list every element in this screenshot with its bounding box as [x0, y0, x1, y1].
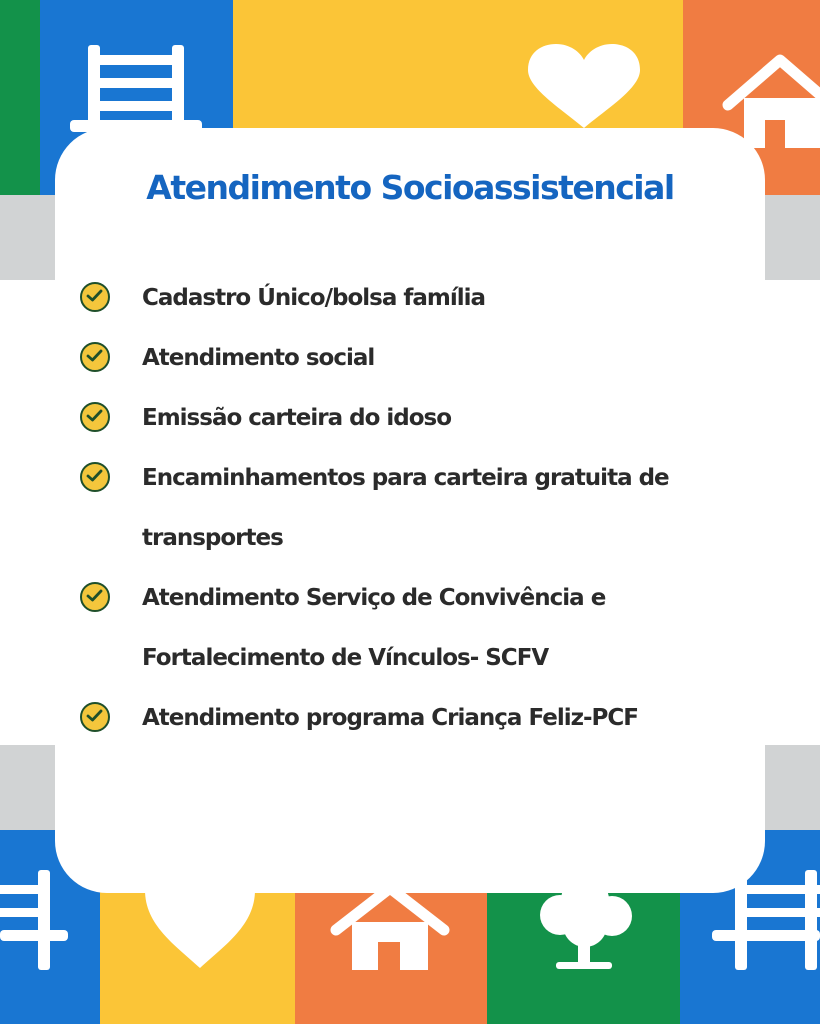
bottom-left-gray-block: [0, 745, 60, 830]
check-icon: [80, 282, 110, 312]
check-icon: [80, 702, 110, 732]
list-item: [78, 688, 758, 748]
check-icon: [80, 342, 110, 372]
list-item-label: Emissão carteira do idoso: [142, 405, 452, 431]
top-right-gray-block: [760, 195, 820, 280]
list-item-label: Atendimento social: [142, 345, 375, 371]
top-left-gray-block: [0, 195, 60, 280]
check-icon: [80, 462, 110, 492]
list-item-label: Cadastro Único/bolsa família: [142, 285, 486, 311]
top-green-block: [0, 0, 40, 195]
check-icon: [80, 582, 110, 612]
page-title: Atendimento Socioassistencial: [146, 168, 674, 207]
list-item-label: Atendimento programa Criança Feliz-PCF: [142, 705, 638, 731]
list-item: [78, 448, 758, 568]
check-icon: [80, 402, 110, 432]
list-item: [78, 328, 758, 388]
services-list: [78, 268, 758, 748]
list-item: [78, 388, 758, 448]
list-item-label: Atendimento Serviço de Convivência e Fortalecimento de Vínculos- SCFV: [142, 585, 606, 671]
list-item: [78, 268, 758, 328]
bottom-right-gray-block: [760, 745, 820, 830]
list-item-label: Encaminhamentos para carteira gratuita de transportes: [142, 465, 669, 551]
list-item: [78, 568, 758, 688]
